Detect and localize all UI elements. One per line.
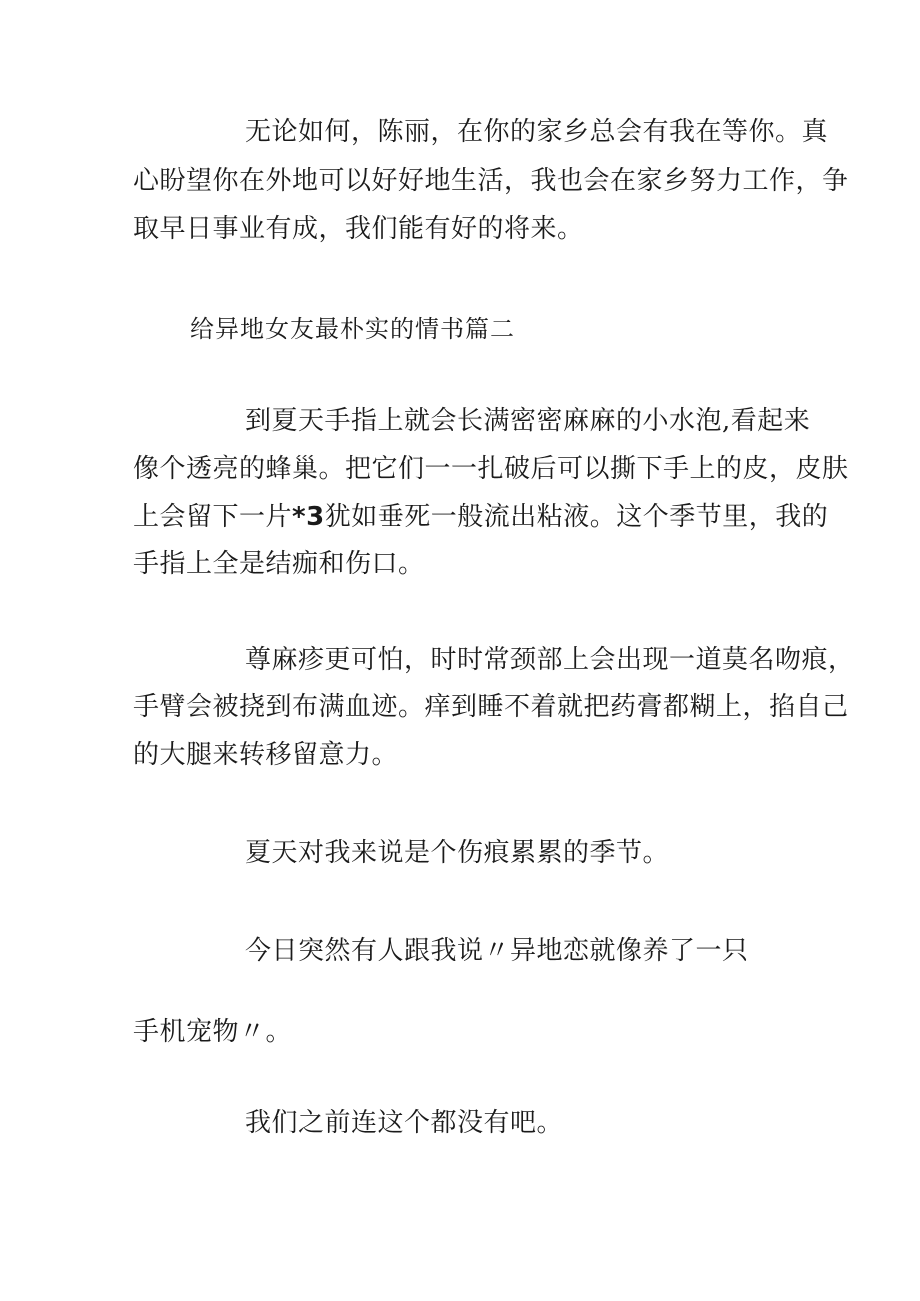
para2-line1: 到夏天手指上就会长满密密麻麻的小水泡,看起来 xyxy=(245,406,811,436)
para1-line2: 心盼望你在外地可以好好地生活，我也会在家乡努力工作，争 xyxy=(133,166,849,196)
para2-line3-after: 犹如垂死一般流出粘液。这个季节里，我的 xyxy=(324,502,829,532)
para3-line1: 尊麻疹更可怕，时时常颈部上会出现一道莫名吻痕， xyxy=(245,645,855,675)
para2-line4: 手指上全是结痂和伤口。 xyxy=(133,549,425,579)
para2-line2: 像个透亮的蜂巢。把它们一一扎破后可以撕下手上的皮，皮肤 xyxy=(133,454,849,484)
para3-line2: 手臂会被挠到布满血迹。痒到睡不着就把药膏都糊上，掐自己 xyxy=(133,692,849,722)
para4-line1: 夏天对我来说是个伤痕累累的季节。 xyxy=(245,838,670,868)
para2-line3-bold: *3 xyxy=(292,502,325,532)
para5-line1: 今日突然有人跟我说〃异地恋就像养了一只 xyxy=(245,936,749,966)
section-heading: 给异地女友最朴实的情书篇二 xyxy=(190,315,515,343)
para6-line1: 我们之前连这个都没有吧。 xyxy=(245,1108,564,1138)
para1-line1: 无论如何，陈丽，在你的家乡总会有我在等你。真 xyxy=(245,117,829,147)
para5-line2: 手机宠物〃。 xyxy=(133,1017,293,1047)
para2-line3-before: 上会留下一片 xyxy=(133,502,293,532)
para3-line3: 的大腿来转移留意力。 xyxy=(133,740,399,770)
para2-line3 xyxy=(133,502,828,532)
para1-line3: 取早日事业有成，我们能有好的将来。 xyxy=(133,214,584,244)
